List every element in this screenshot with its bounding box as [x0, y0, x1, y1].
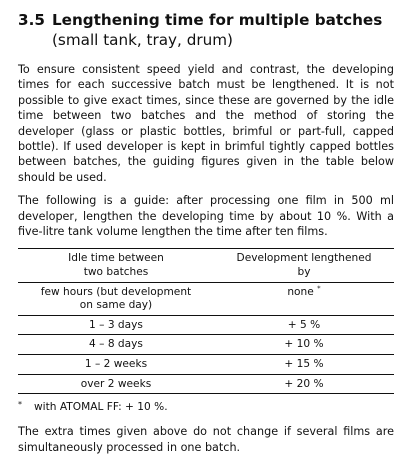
table-header-row — [18, 249, 394, 282]
idle-time-header-line1: Idle time between — [68, 252, 164, 265]
section-title-block — [52, 10, 382, 50]
footnote-mark: * — [18, 400, 22, 410]
development-header-line1: Development lengthened — [236, 252, 372, 265]
idle-time-cell: 1 – 3 days — [89, 318, 143, 331]
development-cell: + 20 % — [284, 377, 324, 390]
development-header — [214, 249, 394, 282]
section-heading — [18, 10, 394, 50]
footnote-text: with ATOMAL FF: + 10 %. — [34, 401, 168, 414]
section-title: Lengthening time for multiple batches — [52, 11, 383, 29]
development-header-line2: by — [297, 266, 311, 279]
idle-time-cell: 1 – 2 weeks — [84, 358, 148, 371]
table-row — [18, 282, 394, 315]
table-row — [18, 335, 394, 355]
development-cell: + 10 % — [284, 338, 324, 351]
idle-time-line2: on same day) — [79, 299, 153, 312]
section-subtitle: (small tank, tray, drum) — [52, 31, 233, 49]
table-row — [18, 355, 394, 375]
development-cell — [214, 282, 394, 315]
idle-time-line1: few hours (but development — [40, 285, 192, 298]
table-row — [18, 374, 394, 394]
guide-paragraph: The following is a guide: after processing one film in 500 ml developer, lengthen the developing time by about 10 %. With a five-litre tank volume lengthen the time after ten films. — [18, 194, 394, 239]
intro-paragraph: To ensure consistent speed yield and contrast, the developing times for each successive batch must be lengthened. It is not possible to give exact times, since these are governed by the idle time between two batches and the method of storing the developer (glass or plastic bottles, brimful or part-full, capped bottle). If used developer is kept in brimful tightly capped bottles between batches, the guiding figures given in the table below should be used. — [18, 63, 394, 184]
footnote-marker: * — [317, 284, 321, 293]
idle-time-cell: 4 – 8 days — [89, 338, 143, 351]
development-value: none — [287, 285, 314, 298]
idle-time-cell — [18, 282, 214, 315]
idle-time-cell: over 2 weeks — [80, 377, 152, 390]
development-cell: + 5 % — [287, 318, 321, 331]
idle-time-header-line2: two batches — [83, 266, 149, 279]
development-cell: + 15 % — [284, 358, 324, 371]
table-footnote — [18, 400, 394, 414]
document-page — [18, 10, 394, 455]
table-row — [18, 315, 394, 335]
closing-paragraph: The extra times given above do not change if several films are simultaneously processed in one batch. — [18, 425, 394, 454]
idle-time-header — [18, 249, 214, 282]
idle-time-table — [18, 248, 394, 394]
section-number: 3.5 — [18, 11, 45, 29]
